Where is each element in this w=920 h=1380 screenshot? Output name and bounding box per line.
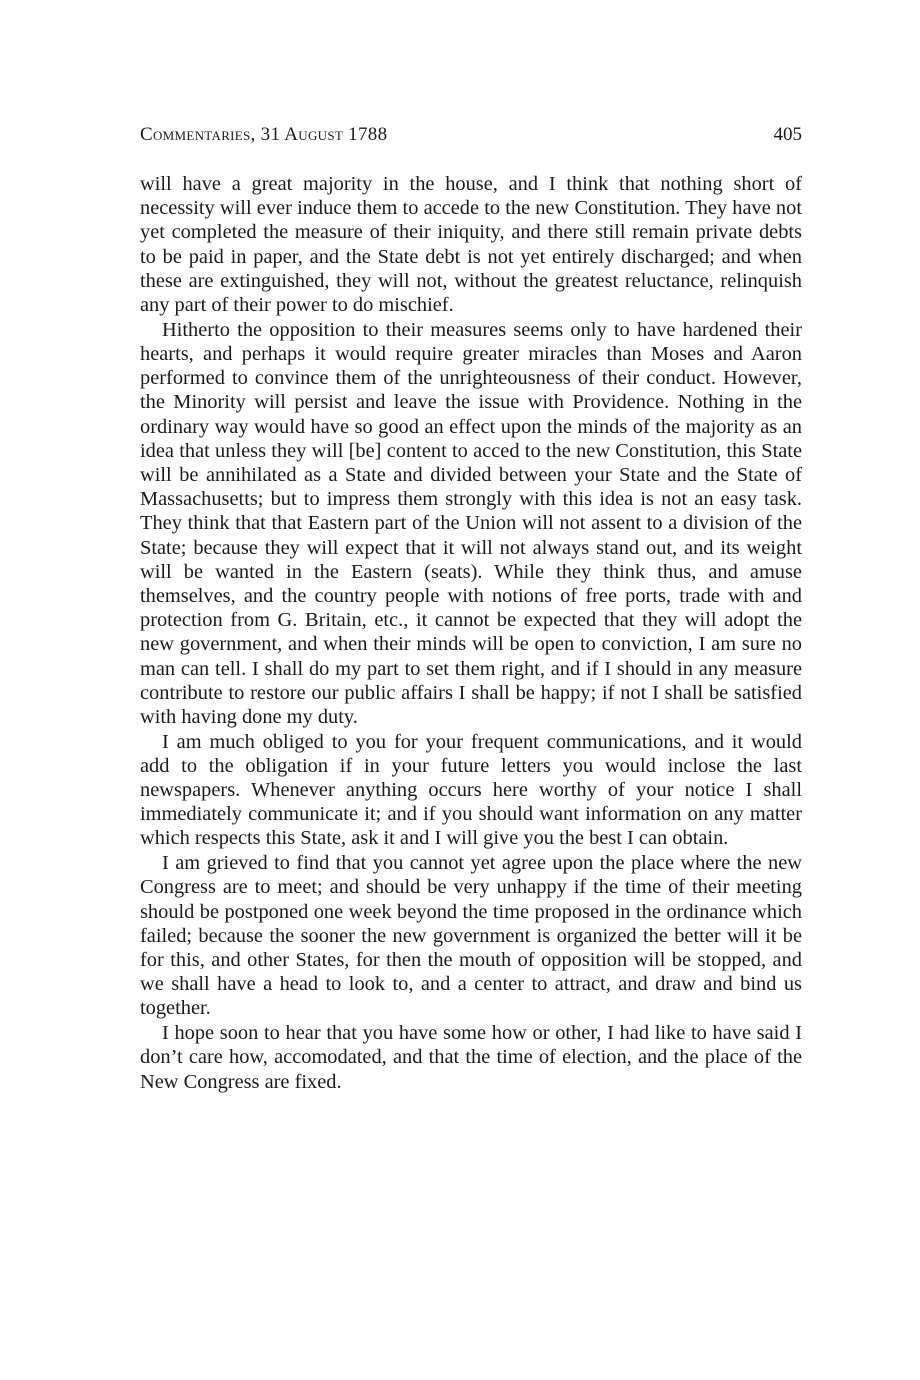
paragraph: I hope soon to hear that you have some how or other, I had like to have said I don’t care how, accomodated, and that the time of election, and the place of the New Congress are fixed. [140, 1022, 802, 1093]
paragraph: I am much obliged to you for your frequent communications, and it would add to the obligation if in your future letters you would inclose the last newspapers. Whenever anything occurs here worthy of your notice I shall immediately communicate it; and if you should want information on any matter which respects this State, ask it and I will give you the best I can obtain. [140, 730, 802, 850]
body-text [140, 172, 802, 1094]
running-head [140, 121, 802, 149]
running-head-title: Commentaries, 31 August 1788 [140, 124, 388, 145]
paragraph: I am grieved to find that you cannot yet agree upon the place where the new Congress are to meet; and should be very unhappy if the time of their meeting should be postponed one week beyond the time proposed in the ordinance which failed; because the sooner the new government is organized the better will it be for this, and other States, for then the mouth of opposition will be stopped, and we shall have a head to look to, and a center to attract, and draw and bind us together. [140, 852, 802, 1020]
page-number: 405 [773, 124, 802, 145]
paragraph: Hitherto the opposition to their measures seems only to have hardened their hearts, and perhaps it would require greater miracles than Moses and Aaron performed to convince them of the unrighteousness of their conduct. However, the Minority will persist and leave the issue with Providence. Nothing in the ordinary way would have so good an effect upon the minds of the majority as an idea that unless they will [be] content to acced to the new Constitution, this State will be annihilated as a State and divided between your State and the State of Massachusetts; but to impress them strongly with this idea is not an easy task. They think that that Eastern part of the Union will not assent to a division of the State; because they will expect that it will not always stand out, and its weight will be wanted in the Eastern (seats). While they think thus, and amuse themselves, and the country people with notions of free ports, trade with and protection from G. Britain, etc., it cannot be expected that they will adopt the new government, and when their minds will be open to conviction, I am sure no man can tell. I shall do my part to set them right, and if I should in any measure contribute to restore our public affairs I shall be happy; if not I shall be satisfied with having done my duty. [140, 318, 802, 728]
paragraph-continued: will have a great majority in the house, and I think that nothing short of necessity will ever induce them to accede to the new Constitution. They have not yet completed the measure of their iniquity, and there still remain private debts to be paid in paper, and the State debt is not yet entirely discharged; and when these are extinguished, they will not, without the greatest reluctance, relinquish any part of their power to do mischief. [140, 173, 802, 317]
